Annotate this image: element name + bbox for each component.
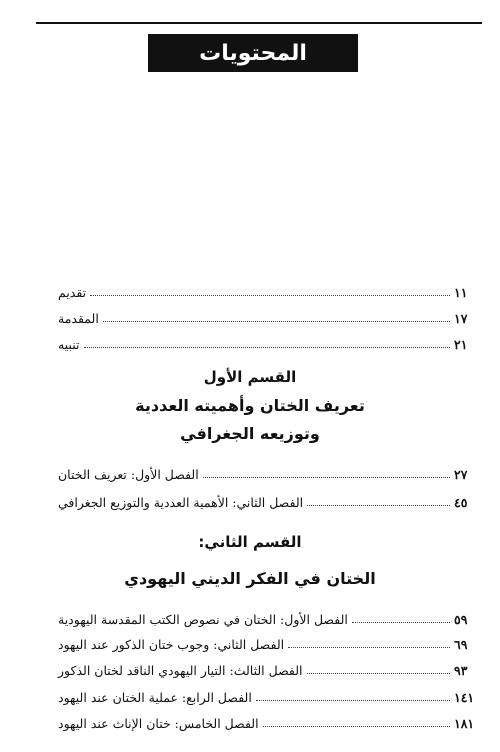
page-title: المحتويات	[148, 34, 358, 72]
toc-entry-label: الفصل الرابع: عملية الختان عند اليهود	[58, 690, 252, 705]
dot-leader	[307, 672, 450, 674]
toc-entry-page: ١١	[454, 285, 468, 300]
dot-leader	[84, 346, 451, 348]
toc-entry-part2-ch3[interactable]	[54, 658, 480, 678]
part1-title-line1: تعريف الختان وأهميته العددية	[135, 396, 365, 415]
toc-entry-label: المقدمة	[58, 311, 99, 326]
dot-leader	[90, 294, 450, 296]
dot-leader	[288, 646, 450, 648]
toc-entry-part2-ch2[interactable]	[54, 632, 480, 652]
toc-entry-front-1[interactable]	[54, 280, 480, 300]
toc-entry-label: الفصل الثاني: وجوب ختان الذكور عند اليهود	[58, 637, 285, 652]
dot-leader	[307, 504, 450, 506]
toc-entry-page: ٦٩	[454, 637, 468, 652]
top-rule	[36, 22, 482, 24]
dot-leader	[103, 320, 450, 322]
dot-leader	[263, 725, 450, 727]
dot-leader	[203, 476, 450, 478]
part1-title-line2: وتوزيعه الجغرافي	[180, 424, 320, 443]
toc-entry-page: ٢١	[454, 337, 468, 352]
dot-leader	[256, 699, 450, 701]
toc-entry-page: ٥٩	[454, 612, 468, 627]
toc-entry-part2-ch1[interactable]	[54, 607, 480, 627]
part1-heading: القسم الأول	[203, 368, 297, 386]
toc-entry-page: ١٧	[454, 311, 468, 326]
dot-leader	[352, 621, 450, 623]
toc-entry-label: الفصل الخامس: ختان الإناث عند اليهود	[58, 716, 259, 731]
toc-entry-page: ١٤١	[454, 690, 475, 705]
toc-entry-label: الفصل الثالث: التيار اليهودي الناقد لختان الذكور	[58, 663, 303, 678]
toc-entry-front-2[interactable]	[54, 306, 480, 326]
toc-entry-label: تنبيه	[58, 337, 80, 352]
toc-entry-label: تقديم	[58, 285, 87, 300]
toc-entry-label: الفصل الثاني: الأهمية العددية والتوزيع الجغرافي	[58, 495, 304, 510]
toc-entry-part2-ch5[interactable]	[54, 711, 480, 731]
toc-entry-part2-ch4[interactable]	[54, 685, 480, 705]
toc-entry-label: الفصل الأول: الختان في نصوص الكتب المقدسة اليهودية	[58, 612, 348, 627]
toc-entry-page: ٢٧	[454, 467, 468, 482]
toc-entry-page: ٩٣	[454, 663, 468, 678]
part2-title: الختان في الفكر الديني اليهودي	[124, 569, 376, 588]
toc-entry-part1-ch1[interactable]	[54, 462, 480, 482]
toc-entry-part1-ch2[interactable]	[54, 490, 480, 510]
toc-entry-page: ٤٥	[454, 495, 468, 510]
toc-entry-label: الفصل الأول: تعريف الختان	[58, 467, 199, 482]
toc-entry-page: ١٨١	[454, 716, 475, 731]
toc-entry-front-3[interactable]	[54, 332, 480, 352]
part2-heading: القسم الثاني:	[198, 533, 302, 551]
